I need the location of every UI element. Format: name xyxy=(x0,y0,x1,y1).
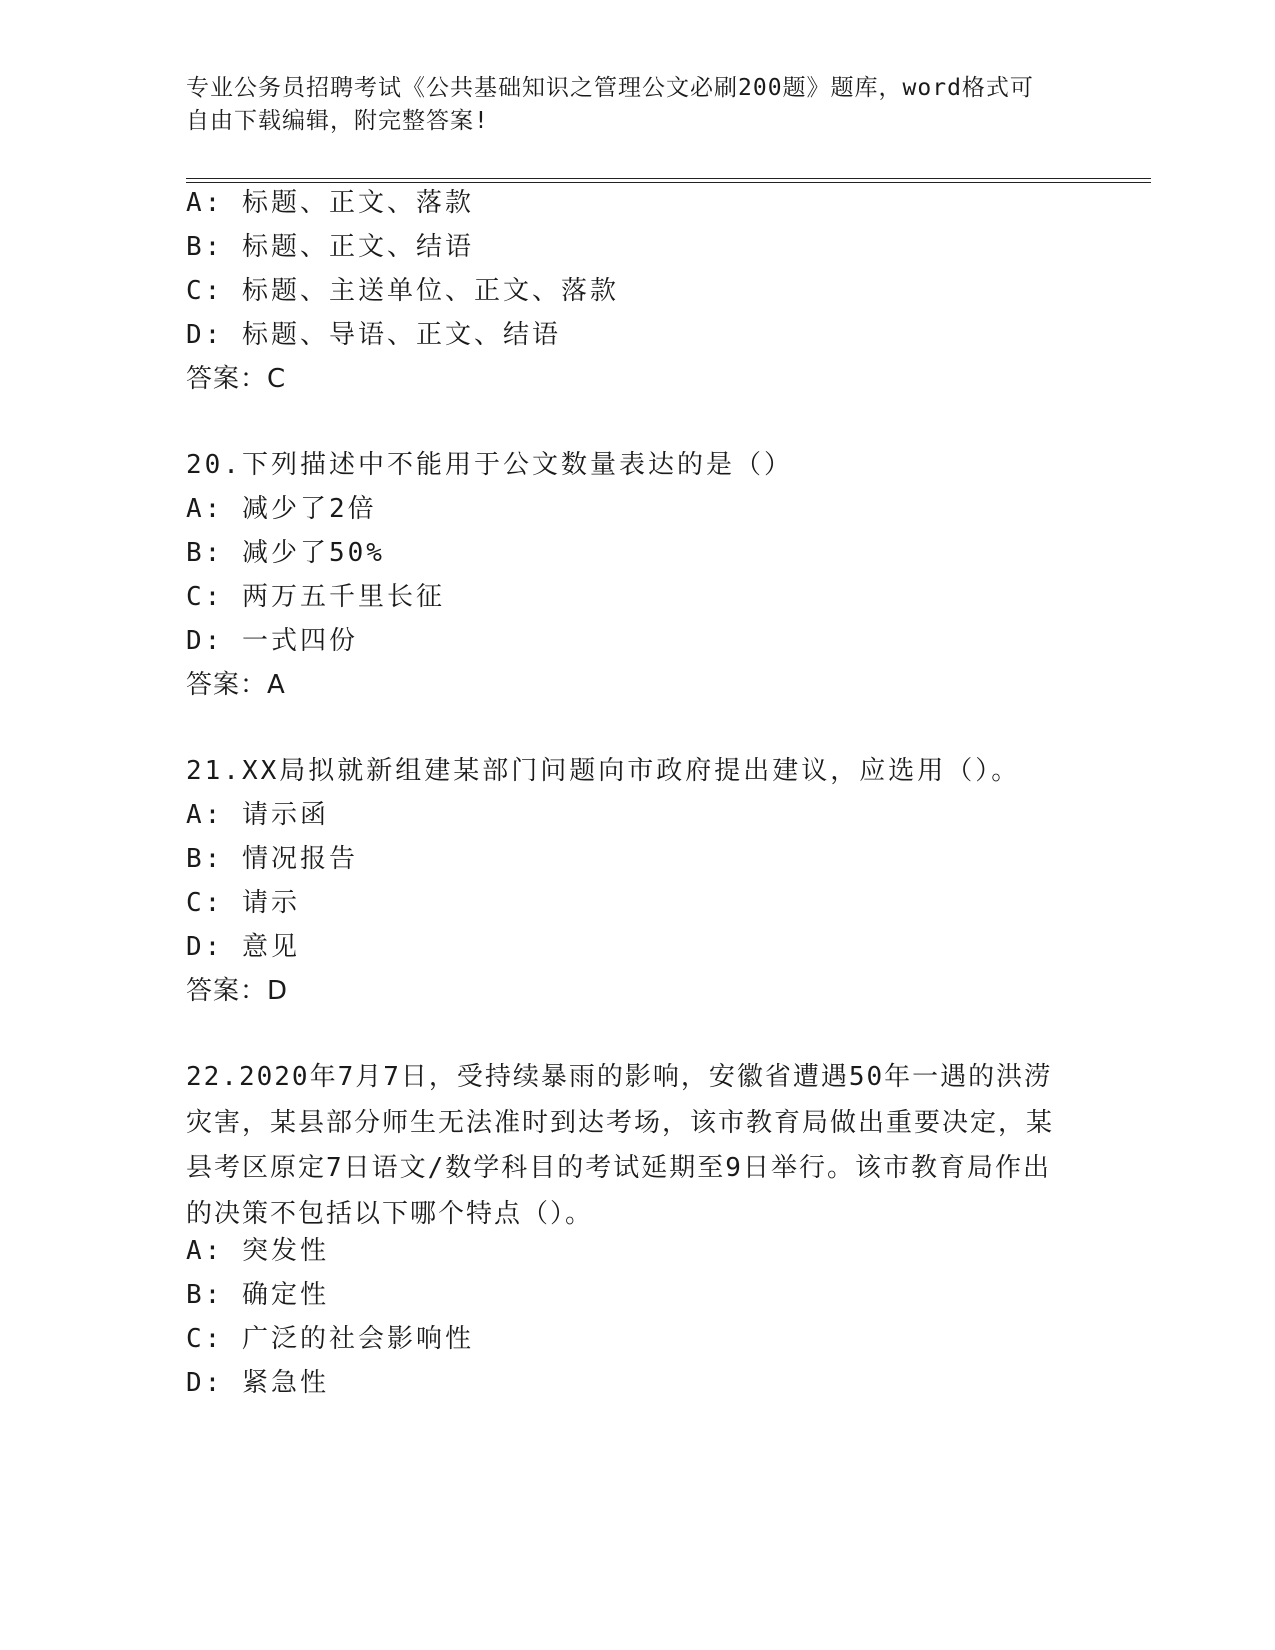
q21-option-b: B: 情况报告 xyxy=(186,844,358,874)
q21-option-a: A: 请示函 xyxy=(186,800,329,830)
header-divider xyxy=(186,178,1151,183)
q20-option-b: B: 减少了50% xyxy=(186,538,385,568)
q19-option-a: A: 标题、正文、落款 xyxy=(186,188,474,218)
q20-option-a: A: 减少了2倍 xyxy=(186,494,377,524)
q21-answer: 答案：D xyxy=(186,976,289,1006)
q19-option-c: C: 标题、主送单位、正文、落款 xyxy=(186,276,619,306)
q22-stem: 22.2020年7月7日，受持续暴雨的影响，安徽省遭遇50年一遇的洪涝灾害，某县部分师生无法准时到达考场，该市教育局做出重要决定，某县考区原定7日语文/数学科目的考试延期至9日举行。该市教育局作出的决策不包括以下哪个特点（）。 xyxy=(186,1062,1055,1229)
q19-answer: 答案：C xyxy=(186,364,287,394)
q20-answer: 答案：A xyxy=(186,670,286,700)
header-line-2: 自由下载编辑，附完整答案! xyxy=(186,108,489,134)
q20-option-c: C: 两万五千里长征 xyxy=(186,582,445,612)
q19-option-b: B: 标题、正文、结语 xyxy=(186,232,474,262)
q22-option-d: D: 紧急性 xyxy=(186,1368,329,1398)
q21-stem: 21.XX局拟就新组建某部门问题向市政府提出建议，应选用（）。 xyxy=(186,756,1021,786)
q20-stem: 20.下列描述中不能用于公文数量表达的是（） xyxy=(186,450,793,480)
q21-option-c: C: 请示 xyxy=(186,888,300,918)
header-line-1: 专业公务员招聘考试《公共基础知识之管理公文必刷200题》题库，word格式可 xyxy=(186,75,1034,101)
q21-option-d: D: 意见 xyxy=(186,932,300,962)
q22-option-b: B: 确定性 xyxy=(186,1280,329,1310)
q22-option-c: C: 广泛的社会影响性 xyxy=(186,1324,474,1354)
q19-option-d: D: 标题、导语、正文、结语 xyxy=(186,320,561,350)
document-header xyxy=(186,72,1066,138)
q20-option-d: D: 一式四份 xyxy=(186,626,358,656)
q22-option-a: A: 突发性 xyxy=(186,1236,329,1266)
